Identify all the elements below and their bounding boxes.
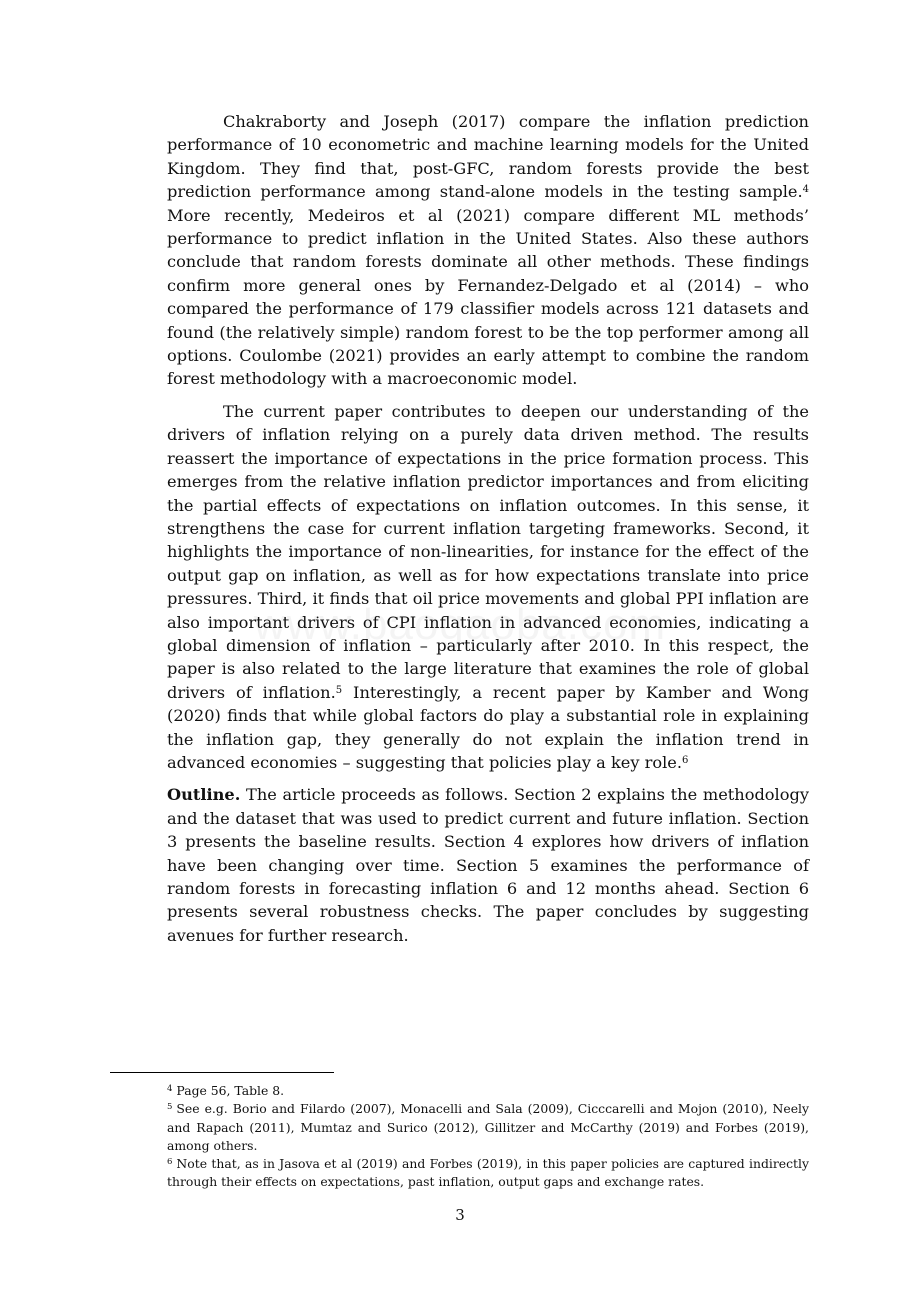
page-number: 3: [455, 1206, 465, 1224]
outline-heading: Outline.: [167, 785, 241, 805]
footnote-separator: [110, 1072, 334, 1073]
footnote-ref-6[interactable]: 6: [682, 754, 689, 766]
footnote-text: See e.g. Borio and Filardo (2007), Monacelli and Sala (2009), Cicccarelli and Mojon (2010), Neely and Rapach (2011), Mumtaz and Surico (2012), Gillitzer and McCarthy (2019) and Forbes (2019), among others.: [167, 1101, 809, 1153]
footnote-ref-4[interactable]: 4: [802, 184, 809, 196]
footnote-number: 4: [167, 1084, 173, 1094]
paragraph-outline: [167, 783, 809, 947]
footnote-4: [167, 1082, 809, 1100]
footnote-number: 5: [167, 1102, 173, 1113]
paragraph-contribution: [167, 400, 809, 775]
footnote-text: Note that, as in Jasova et al (2019) and Forbes (2019), in this paper policies are captured indirectly through their effects on expectations, past inflation, output gaps and exchange rates.: [167, 1156, 809, 1190]
footnotes: [167, 1082, 809, 1192]
paragraph-text: Chakraborty and Joseph (2017) compare the inflation prediction performance of 10 econometric and machine learning models for the United Kingdom. They find that, post-GFC, random forests provide the best prediction performance among stand-alone models in the testing sample.: [167, 112, 809, 202]
footnote-text: Page 56, Table 8.: [176, 1083, 285, 1098]
paragraph-text-continued: Interestingly, a recent paper by Kamber and Wong (2020) finds that while global factors do play a substantial role in explaining the inflation gap, they generally do not explain the inflation trend in advanced economies – suggesting that policies play a key role.: [167, 682, 810, 772]
paragraph-related-literature: [167, 110, 809, 391]
footnote-ref-5[interactable]: 5: [335, 684, 343, 696]
paragraph-text: The current paper contributes to deepen our understanding of the drivers of inflation relying on a purely data driven method. The results reassert the importance of expectations in the price formation process. This emerges from the relative inflation predictor importances and from eliciting the partial effects of expectations on inflation outcomes. In this sense, it strengthens the case for current inflation targeting frameworks. Second, it highlights the importance of non-linearities, for instance for the effect of the output gap on inflation, as well as for how expectations translate into price pressures. Third, it finds that oil price movements and global PPI inflation are also important drivers of CPI inflation in advanced economies, indicating a global dimension of inflation – particularly after 2010. In this respect, the paper is also related to the large literature that examines the role of global drivers of inflation.: [167, 401, 809, 702]
paragraph-text-continued: More recently, Medeiros et al (2021) compare different ML methods’ performance to predict inflation in the United States. Also these authors conclude that random forests dominate all other methods. These findings confirm more general ones by Fernandez-Delgado et al (2014) – who compared the performance of 179 classifier models across 121 datasets and found (the relatively simple) random forest to be the top performer among all options. Coulombe (2021) provides an early attempt to combine the random forest methodology with a macroeconomic model.: [167, 205, 809, 389]
paragraph-text: The article proceeds as follows. Section 2 explains the methodology and the dataset that was used to predict current and future inflation. Section 3 presents the baseline results. Section 4 explores how drivers of inflation have been changing over time. Section 5 examines the performance of random forests in forecasting inflation 6 and 12 months ahead. Section 6 presents several robustness checks. The paper concludes by suggesting avenues for further research.: [167, 785, 809, 945]
footnote-number: 6: [167, 1157, 173, 1168]
footnote-6: [167, 1155, 809, 1192]
footnote-5: [167, 1100, 809, 1155]
body-text: [167, 110, 809, 956]
